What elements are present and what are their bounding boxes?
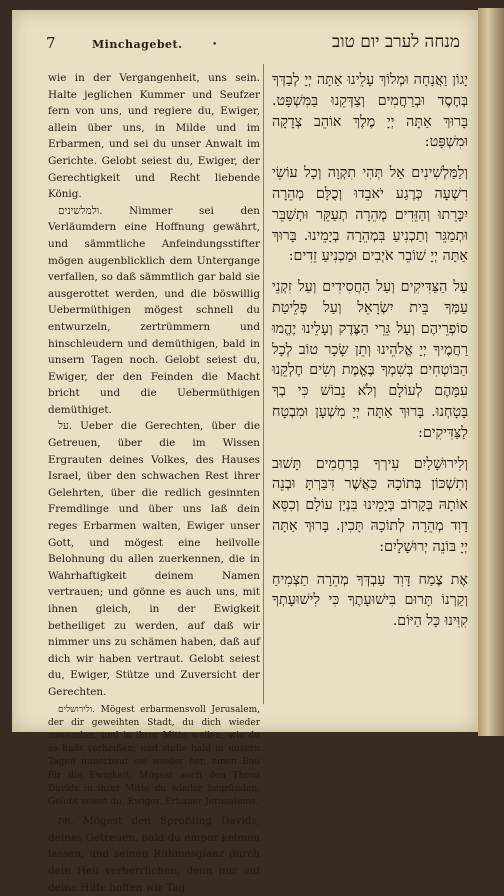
page-header xyxy=(46,26,466,56)
hebrew-paragraph-2: וְלַמַּלְשִׁינִים אַל תְּהִי תִקְוָה וְכָל עוֹשֵׂי רִשְׁעָה כְּרֶגַע יֹאבֵדוּ וְכֻלָּם מְהֵרָה יִכָּרֵתוּ וְהַזֵּדִים מְהֵרָה תְעַקֵּר וּתְשַׁבֵּר וּתְמַגֵּר וְתַכְנִיעַ בִּמְהֵרָה בְיָמֵינוּ. בָּרוּךְ אַתָּה יְיָ שׁוֹבֵר אֹיְבִים וּמַכְנִיעַ זֵדִים: xyxy=(272,165,468,265)
hebrew-paragraph-1: יָגוֹן וַאֲנָחָה וּמְלוֹךְ עָלֵינוּ אַתָּה יְיָ לְבַדְּךָ בְּחֶסֶד וּבְרַחֲמִים וְצַדְּקֵנוּ בַּמִּשְׁפָּט. בָּרוּךְ אַתָּה יְיָ מֶלֶךְ אוֹהֵב צְדָקָה וּמִשְׁפָּט: xyxy=(272,72,468,151)
column-divider xyxy=(263,64,264,704)
hebrew-title: מנחה לערב יום טוב xyxy=(332,32,460,52)
hebrew-paragraph-3: עַל הַצַּדִּיקִים וְעַל הַחֲסִידִים וְעַל זִקְנֵי עַמְּךָ בֵּית יִשְׂרָאֵל וְעַל פְּלֵיטַת סוֹפְרֵיהֶם וְעַל גֵּרֵי הַצֶּדֶק וְעָלֵינוּ יֶהֱמוּ רַחֲמֶיךָ יְיָ אֱלֹהֵינוּ וְתֵן שָׂכָר טוֹב לְכָל הַבּוֹטְחִים בְּשִׁמְךָ בֶּאֱמֶת וְשִׂים חֶלְקֵנוּ עִמָּהֶם לְעוֹלָם וְלֹא נֵבוֹשׁ כִּי בְךָ בָּטָחְנוּ. בָּרוּךְ אַתָּה יְיָ מִשְׁעָן וּמִבְטָח לַצַּדִּיקִים: xyxy=(272,279,468,441)
running-head: Minchagebet. xyxy=(92,38,183,51)
german-paragraph-4: ולירושלים. Mögest erbarmensvoll Jerusalem, der dir geweihten Stadt, du dich wieder zuwenden, und in ihrer Mitte weilen, wie du es haßt verheißen; und stelle bald in unsern Tagen nunerbaut sie wieder her, einen Bau für die Ewigkeit. Mögest auch den Thron Davids in ihrer Mitte du wieder begründen. Gelobt seiest du, Ewiger, Erbauer Jerusalems. xyxy=(48,704,260,807)
german-paragraph-2: ולמלשינים. Nimmer sei den Verläumdern eine Hoffnung gewährt, und sämmtliche Anfeindungsstifter mögen augenblicklich dem Untergange verfallen, so daß sämmtlich gar bald sie ausgerottet werden, und die böswillig Uebermüthigen mögest schnell du entwurzeln, zertrümmern und hinschleudern und demüthigen, bald in unsern Tagen noch. Gelobt seiest du, Ewiger, der den Feinden die Macht bricht und die Uebermüthigen demüthiget. xyxy=(48,204,260,416)
book-gutter xyxy=(478,8,504,736)
hebrew-paragraph-4: וְלִירוּשָׁלַיִם עִירְךָ בְּרַחֲמִים תָּשׁוּב וְתִשְׁכּוֹן בְּתוֹכָהּ כַּאֲשֶׁר דִּבַּרְתָּ וּבְנֵה אוֹתָהּ בְּקָרוֹב בְּיָמֵינוּ בִּנְיַן עוֹלָם וְכִסֵּא דָוִד מְהֵרָה לְתוֹכָהּ תָּכִין. בָּרוּךְ אַתָּה יְיָ בּוֹנֵה יְרוּשָׁלָיִם: xyxy=(272,455,468,555)
hebrew-column xyxy=(272,70,468,642)
hebrew-paragraph-5: אֶת צֶמַח דָּוִד עַבְדְּךָ מְהֵרָה תַצְמִיחַ וְקַרְנוֹ תָּרוּם בִּישׁוּעָתֶךָ כִּי לִישׁוּעָתְךָ קִוִּינוּ כָּל הַיּוֹם. xyxy=(272,571,468,630)
german-paragraph-3: על. Ueber die Gerechten, über die Getreuen, über die im Wissen Ergrauten deines Volkes, des Hauses Israel, über den schwachen Rest ihrer Gelehrten, über die redlich gesinnten Fremdlinge und über uns laß dein reges Erbarmen walten, Ewiger unser Gott, und mögest eine heilvolle Belohnung du allen zuerkennen, die in Wahrhaftigkeit deinem Namen vertrauen; und gönne es auch uns, mit ihnen gleich, in der Ewigkeit betheiliget zu werden, auf daß wir nimmer uns zu schämen haben, daß auf dich wir haben vertraut. Gelobt seiest du, Ewiger, Stütze und Zuversicht der Gerechten. xyxy=(48,420,260,698)
german-paragraph-5: את. Mögest den Sprößling Davids, deines Getreuen, bald du empor keimen lassen, und seinen Ruhmesglanz durch dein Heil verherrlichen; denn nur auf deine Hilfe hoffen wir Tag xyxy=(48,815,260,894)
german-column xyxy=(48,70,260,896)
ornament-dot: • xyxy=(212,40,218,50)
german-paragraph-1: wie in der Vergangenheit, uns sein. Halte jeglichen Kummer und Seufzer fern von uns, und regiere du, Ewiger, allein über uns, in Milde und im Erbarmen, und sei du unser Anwalt im Gerichte. Gelobt seiest du, Ewiger, der Gerechtigkeit und Recht liebende König. xyxy=(48,72,260,201)
page-number: 7 xyxy=(46,34,56,52)
